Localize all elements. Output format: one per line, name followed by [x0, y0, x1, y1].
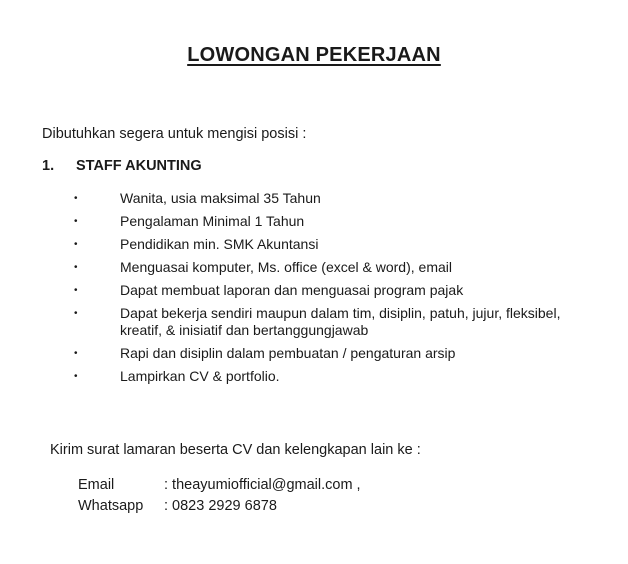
requirement-text: Menguasai komputer, Ms. office (excel & word), email [120, 259, 452, 275]
requirement-text: Dapat membuat laporan dan menguasai program pajak [120, 282, 464, 298]
requirement-text: Dapat bekerja sendiri maupun dalam tim, disiplin, patuh, jujur, fleksibel, kreatif, & inisiatif dan bertanggungjawab [120, 305, 561, 338]
bullet-icon: • [74, 348, 78, 359]
intro-text: Dibutuhkan segera untuk mengisi posisi : [42, 126, 307, 142]
requirement-item [0, 345, 628, 362]
requirement-item [0, 368, 628, 385]
bullet-icon: • [74, 262, 78, 273]
send-instruction: Kirim surat lamaran beserta CV dan kelengkapan lain ke : [50, 442, 421, 458]
requirement-text: Rapi dan disiplin dalam pembuatan / pengaturan arsip [120, 345, 456, 361]
requirement-text: Wanita, usia maksimal 35 Tahun [120, 190, 321, 206]
requirement-item [0, 259, 628, 276]
position-name: STAFF AKUNTING [76, 158, 202, 174]
requirement-item [0, 282, 628, 299]
email-label: Email [78, 477, 115, 493]
position-heading [42, 158, 202, 174]
email-contact-row [78, 477, 361, 493]
requirement-text: Pendidikan min. SMK Akuntansi [120, 236, 319, 252]
requirement-text: Lampirkan CV & portfolio. [120, 368, 280, 384]
bullet-icon: • [74, 193, 78, 204]
bullet-icon: • [74, 308, 78, 319]
requirement-item [0, 236, 628, 253]
page-title: LOWONGAN PEKERJAAN [187, 44, 441, 66]
position-number: 1. [42, 158, 55, 174]
bullet-icon: • [74, 216, 78, 227]
email-value: : theayumiofficial@gmail.com , [164, 477, 361, 493]
requirement-item [0, 190, 628, 207]
requirement-item [0, 305, 628, 339]
whatsapp-label: Whatsapp [78, 498, 144, 514]
requirement-item [0, 213, 628, 230]
bullet-icon: • [74, 285, 78, 296]
requirement-text: Pengalaman Minimal 1 Tahun [120, 213, 305, 229]
bullet-icon: • [74, 371, 78, 382]
whatsapp-value: : 0823 2929 6878 [164, 498, 277, 514]
requirements-list [0, 190, 628, 391]
bullet-icon: • [74, 239, 78, 250]
whatsapp-contact-row [78, 498, 277, 514]
